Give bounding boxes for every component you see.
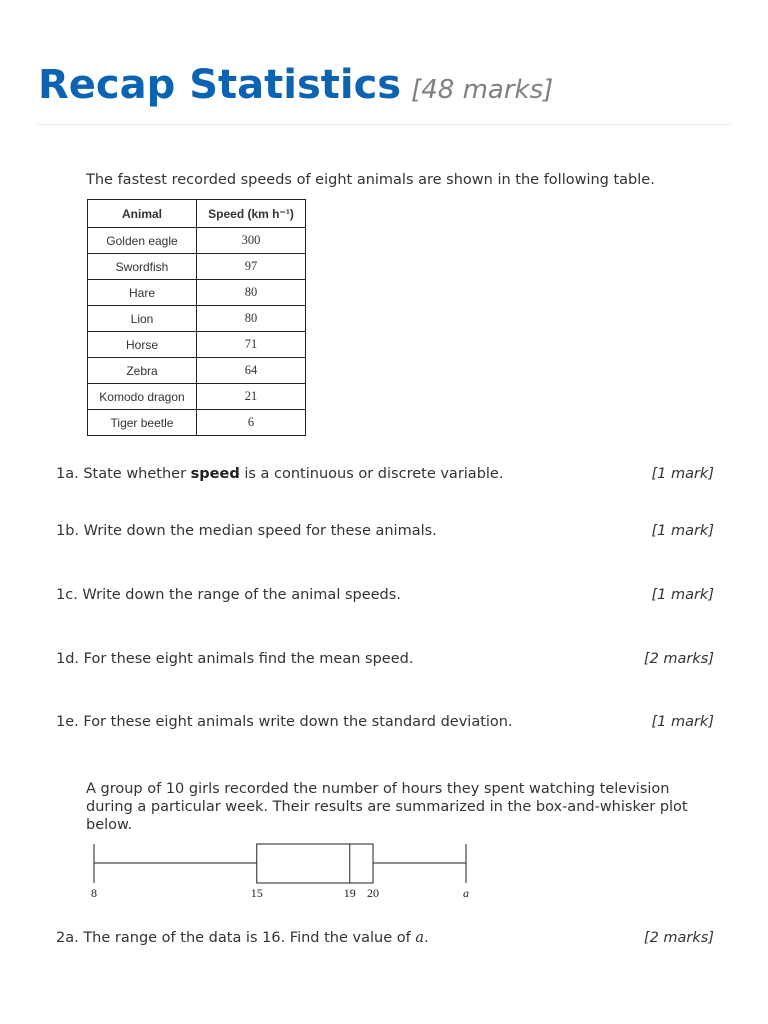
table-row — [88, 332, 306, 358]
table-row — [88, 228, 306, 254]
question-text-part: . — [423, 930, 429, 946]
speed-cell: 6 — [197, 410, 306, 436]
question-text-part: 2a. The range of the data is 16. Find the value of — [56, 930, 416, 946]
animal-cell: Lion — [88, 306, 197, 332]
question-1b-marks: [1 mark] — [651, 523, 714, 539]
question-1a-marks: [1 mark] — [651, 466, 714, 482]
question-1c — [56, 587, 716, 607]
speed-cell: 80 — [197, 280, 306, 306]
speed-cell: 64 — [197, 358, 306, 384]
question-1e-text: 1e. For these eight animals write down the standard deviation. — [56, 714, 513, 730]
table-row — [88, 384, 306, 410]
question-1a — [56, 466, 716, 486]
animal-cell: Hare — [88, 280, 197, 306]
animal-cell: Golden eagle — [88, 228, 197, 254]
question-1c-text: 1c. Write down the range of the animal speeds. — [56, 587, 401, 603]
question-1b-text: 1b. Write down the median speed for these animals. — [56, 523, 437, 539]
tick-label: 20 — [367, 886, 379, 900]
header-animal: Animal — [88, 200, 197, 228]
animal-cell: Horse — [88, 332, 197, 358]
animal-cell: Swordfish — [88, 254, 197, 280]
table-row — [88, 254, 306, 280]
title-text: Recap Statistics — [38, 62, 402, 108]
header-speed: Speed (km h⁻¹) — [197, 200, 306, 228]
question-1b — [56, 523, 716, 543]
question-text-part: is a continuous or discrete variable. — [239, 466, 504, 482]
speed-cell: 300 — [197, 228, 306, 254]
question-1e-marks: [1 mark] — [651, 714, 714, 730]
tick-label: 15 — [250, 886, 263, 900]
title-divider — [38, 124, 730, 125]
animal-cell: Zebra — [88, 358, 197, 384]
question-2a-text — [56, 930, 429, 946]
tick-label: 19 — [343, 886, 356, 900]
speed-cell: 71 — [197, 332, 306, 358]
table-header-row — [88, 200, 306, 228]
question-keyword: speed — [190, 466, 240, 482]
table-row — [88, 306, 306, 332]
question-1d-marks: [2 marks] — [643, 651, 714, 667]
question-1e — [56, 714, 716, 734]
question-1d — [56, 651, 716, 671]
table-row — [88, 358, 306, 384]
question-variable: a — [415, 930, 424, 946]
total-marks: [48 marks] — [411, 75, 554, 105]
question-2a — [56, 930, 716, 950]
speed-cell: 21 — [197, 384, 306, 410]
question-1-intro: The fastest recorded speeds of eight animals are shown in the following table. — [86, 172, 655, 188]
animal-cell: Komodo dragon — [88, 384, 197, 410]
question-2-intro: A group of 10 girls recorded the number of hours they spent watching television during a particular week. Their results are summarized in the box-and-whisker plot below. — [86, 781, 688, 833]
table-row — [88, 410, 306, 436]
question-1d-text: 1d. For these eight animals find the mean speed. — [56, 651, 414, 667]
tick-label: 8 — [91, 886, 97, 900]
box-whisker-plot — [80, 838, 500, 910]
tick-label: a — [463, 886, 469, 900]
question-text-part: 1a. State whether — [56, 466, 191, 482]
table-row — [88, 280, 306, 306]
interquartile-box — [257, 844, 373, 883]
animal-speed-table — [87, 199, 306, 436]
page-title — [38, 62, 553, 108]
animal-cell: Tiger beetle — [88, 410, 197, 436]
speed-cell: 80 — [197, 306, 306, 332]
question-1a-text — [56, 466, 503, 482]
question-2a-marks: [2 marks] — [643, 930, 714, 946]
question-1c-marks: [1 mark] — [651, 587, 714, 603]
speed-cell: 97 — [197, 254, 306, 280]
